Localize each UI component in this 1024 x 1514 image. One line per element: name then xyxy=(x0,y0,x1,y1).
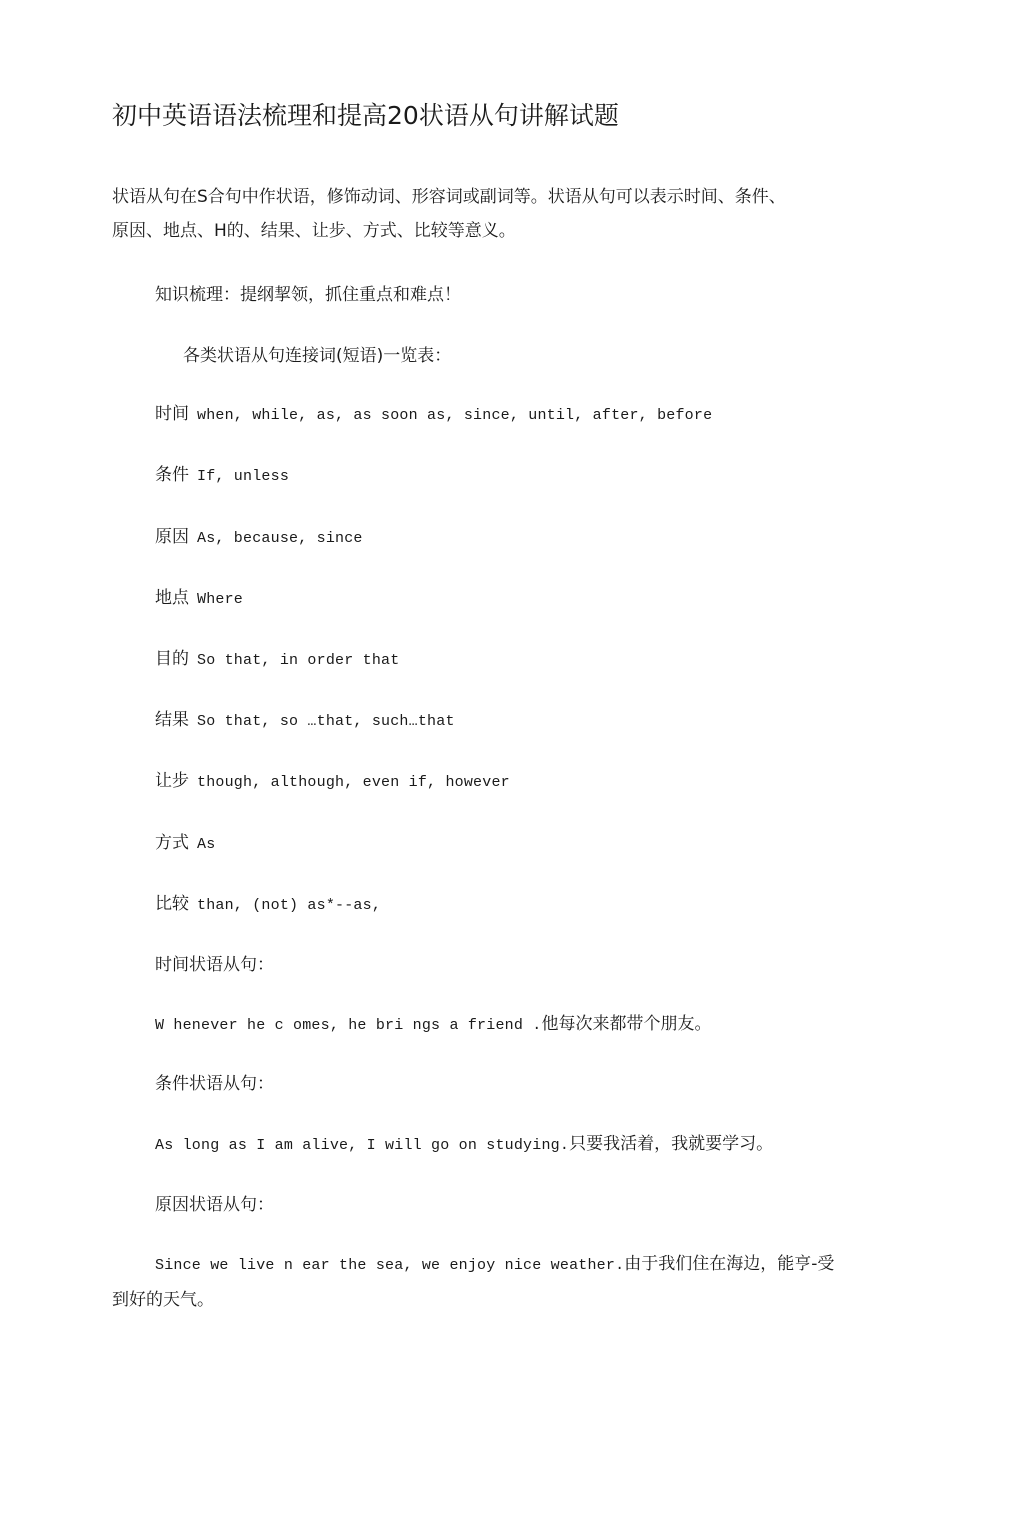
connective-row-reason xyxy=(155,522,363,554)
connective-words: As, because, since xyxy=(197,530,363,547)
connective-category: 目的 xyxy=(155,649,189,669)
connective-row-time xyxy=(155,399,712,431)
intro-line-1: 状语从句在S合句中作状语，修饰动词、形容词或副词等。状语从句可以表示时间、条件、 xyxy=(112,187,786,207)
connective-category: 原因 xyxy=(155,527,189,547)
example-english: As long as I am alive, I will go on studying. xyxy=(155,1137,570,1154)
connective-words: So that, so …that, such…that xyxy=(197,713,455,730)
connective-words: Where xyxy=(197,591,244,608)
connective-category: 结果 xyxy=(155,710,189,730)
intro-paragraph xyxy=(112,180,912,248)
connective-category: 让步 xyxy=(155,771,189,791)
connective-row-place xyxy=(155,583,243,615)
example-english: Since we live n ear the sea, we enjoy nice weather. xyxy=(155,1257,625,1274)
connective-row-manner xyxy=(155,828,215,860)
intro-line-2: 原因、地点、H的、结果、让步、方式、比较等意义。 xyxy=(112,221,516,241)
connective-row-condition xyxy=(155,460,289,492)
connective-category: 地点 xyxy=(155,588,189,608)
connective-words: If, unless xyxy=(197,468,290,485)
example-heading-condition: 条件状语从句： xyxy=(155,1074,274,1094)
document-title: 初中英语语法梳理和提高20状语从句讲解试题 xyxy=(112,101,619,130)
example-chinese-continued: 到好的天气。 xyxy=(112,1290,214,1310)
connective-category: 时间 xyxy=(155,404,189,424)
connective-row-purpose xyxy=(155,644,399,676)
connective-row-concession xyxy=(155,766,510,798)
example-heading-reason: 原因状语从句： xyxy=(155,1195,274,1215)
connective-category: 比较 xyxy=(155,894,189,914)
connective-category: 条件 xyxy=(155,465,189,485)
example-heading-time: 时间状语从句： xyxy=(155,955,274,975)
connective-words: though, although, even if, however xyxy=(197,774,510,791)
connective-words: So that, in order that xyxy=(197,652,400,669)
connective-row-comparison xyxy=(155,889,381,921)
example-sentence-time xyxy=(155,1009,711,1041)
example-chinese: 由于我们住在海边，能亨-受 xyxy=(624,1254,835,1274)
example-chinese: 只要我活着，我就要学习。 xyxy=(569,1134,774,1154)
knowledge-heading: 知识梳理：提纲挈领，抓住重点和难点！ xyxy=(155,285,461,305)
example-chinese: 他每次来都带个朋友。 xyxy=(541,1014,712,1034)
connective-row-result xyxy=(155,705,455,737)
example-sentence-reason xyxy=(155,1249,834,1281)
connective-words: than, (not) as*--as, xyxy=(197,897,382,914)
table-heading: 各类状语从句连接词(短语)一览表： xyxy=(183,346,452,366)
connective-words: when, while, as, as soon as, since, until, after, before xyxy=(197,407,713,424)
connective-words: As xyxy=(197,836,216,853)
example-english: W henever he c omes, he bri ngs a friend . xyxy=(155,1017,542,1034)
connective-category: 方式 xyxy=(155,833,189,853)
example-sentence-condition xyxy=(155,1129,773,1161)
